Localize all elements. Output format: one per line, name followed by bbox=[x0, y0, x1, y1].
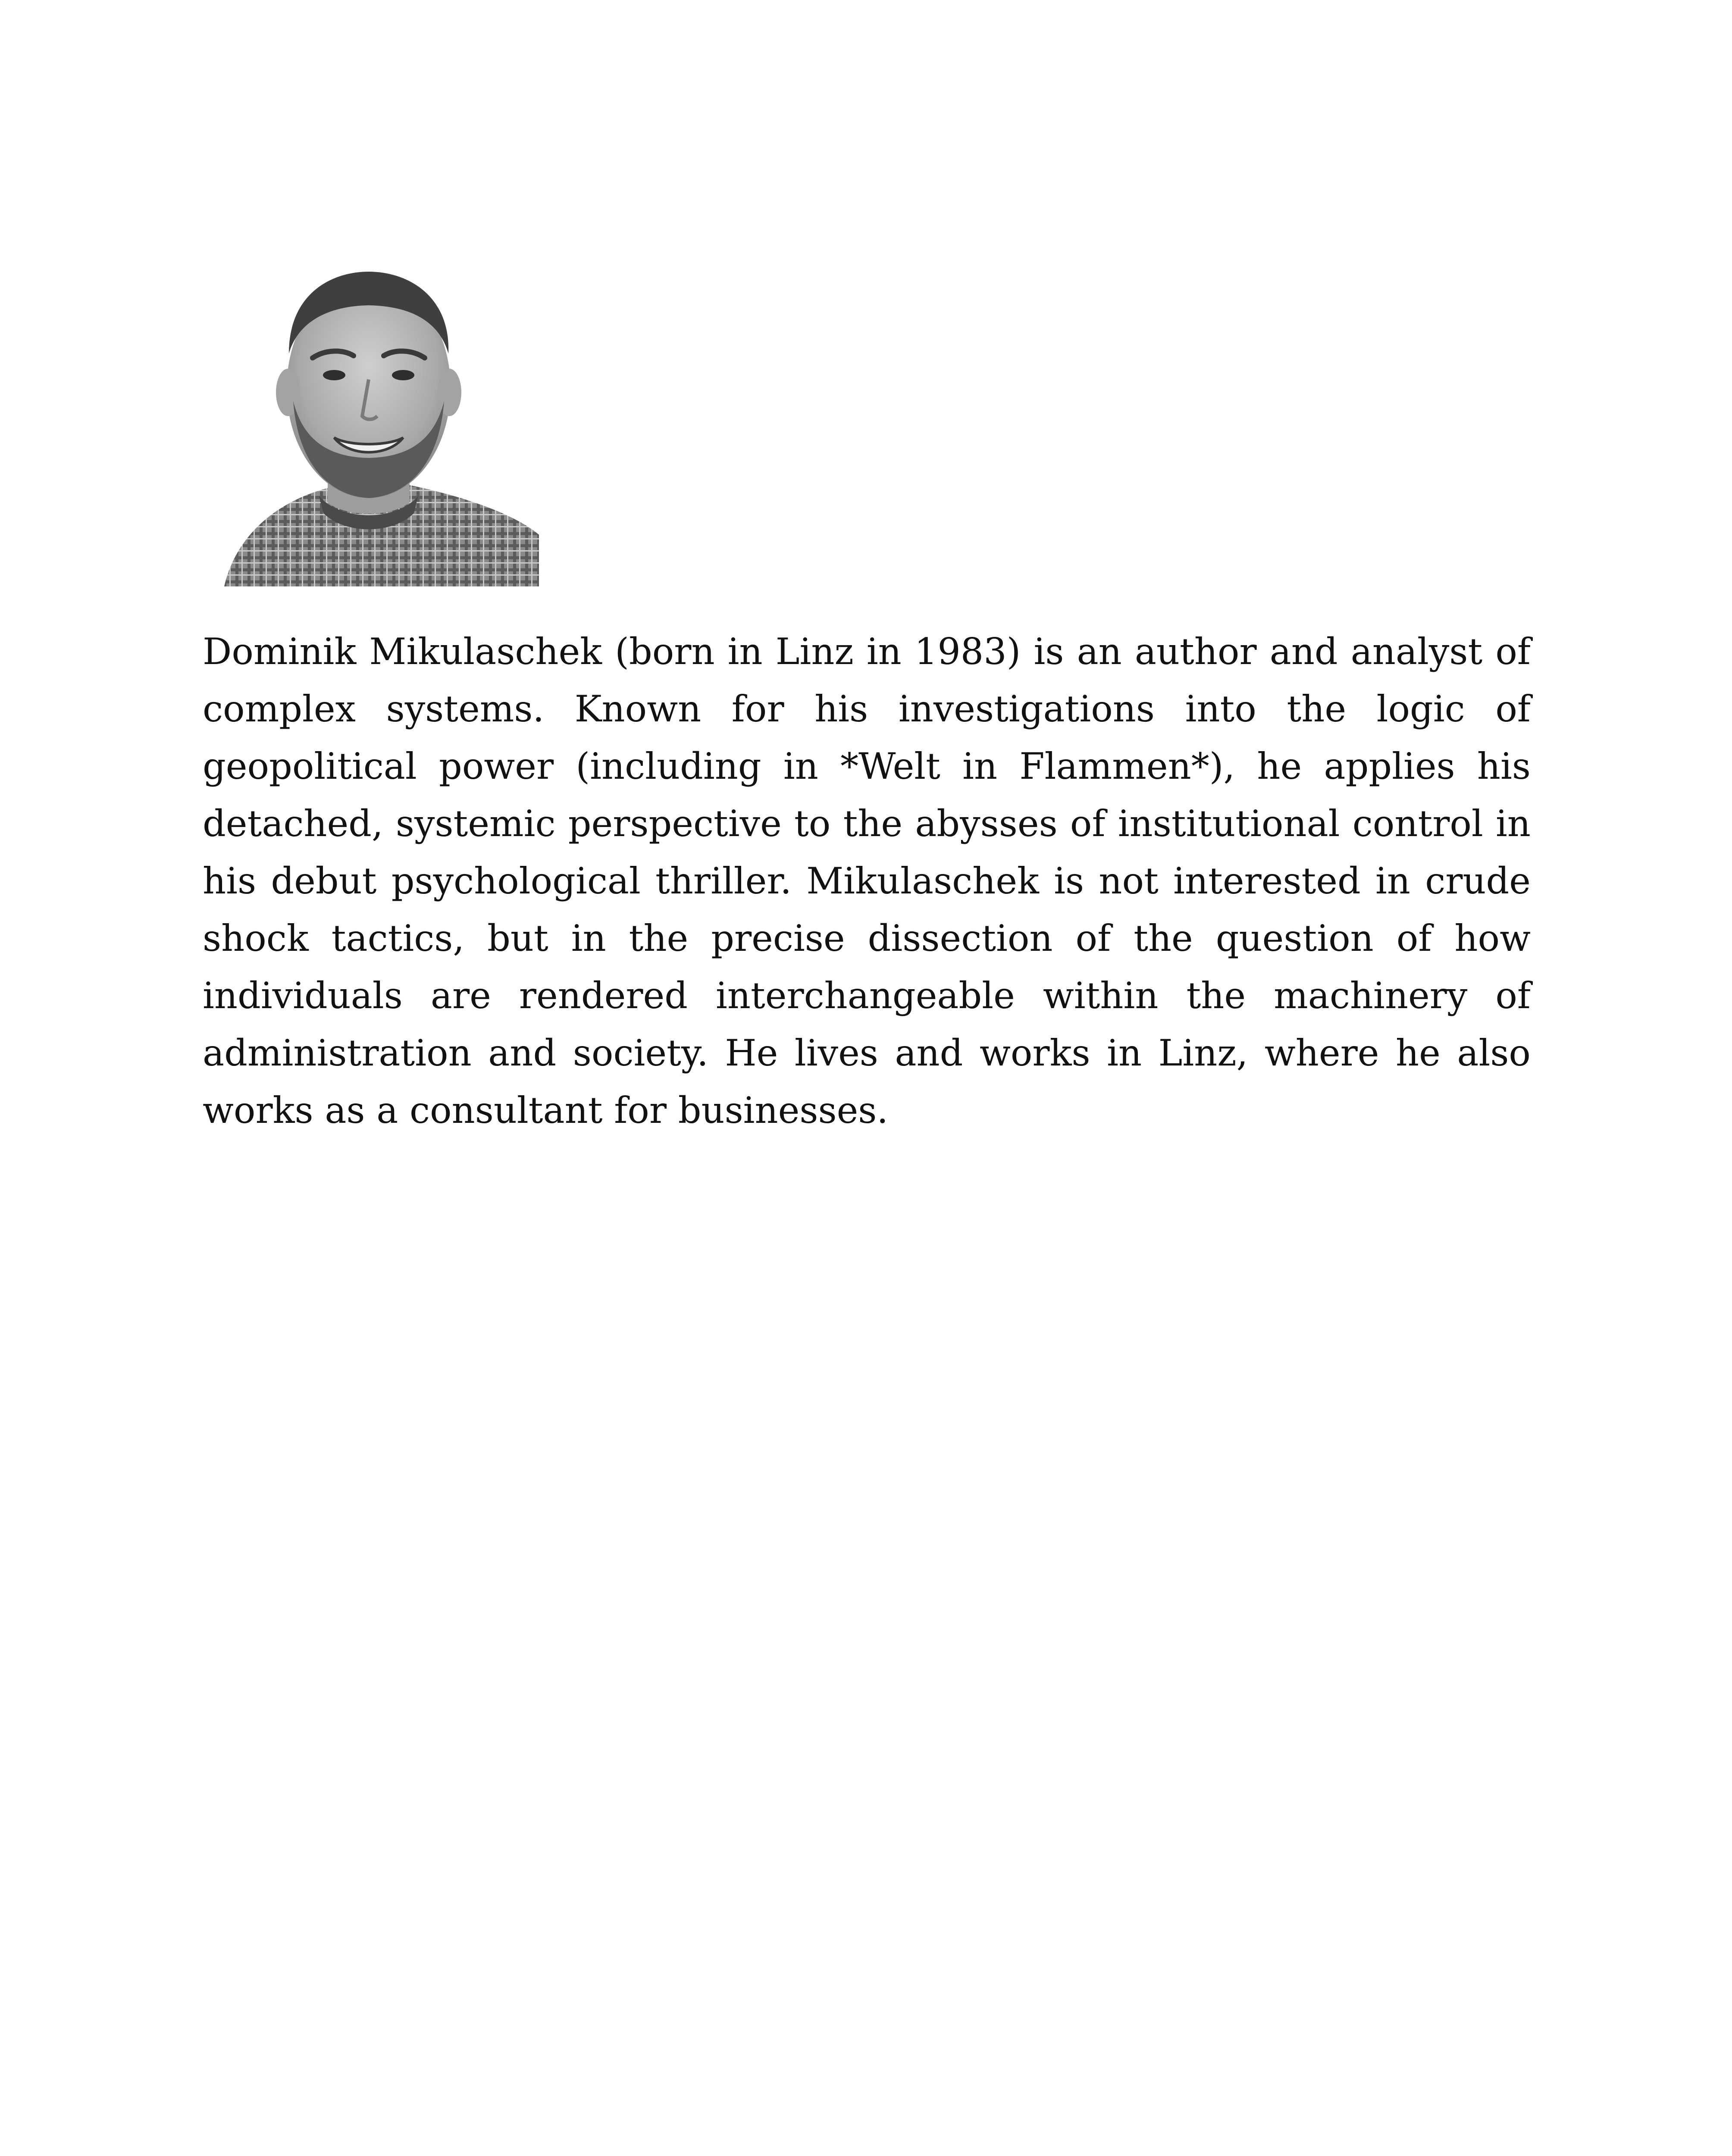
author-bio: Dominik Mikulaschek (born in Linz in 1983) is an author and analyst of complex systems. Known for his investigations into the logic of geopolitical power (including in *Welt in Flammen*), he applies his detached, systemic perspective to the abysses of institutional control in his debut psychological thriller. Mikulaschek is not interested in crude shock tactics, but in the precise dissection of the question of how individuals are rendered interchangeable within the machinery of administration and society. He lives and works in Linz, where he also works as a consultant for businesses. bbox=[203, 630, 1531, 1131]
author-photo bbox=[211, 254, 539, 586]
